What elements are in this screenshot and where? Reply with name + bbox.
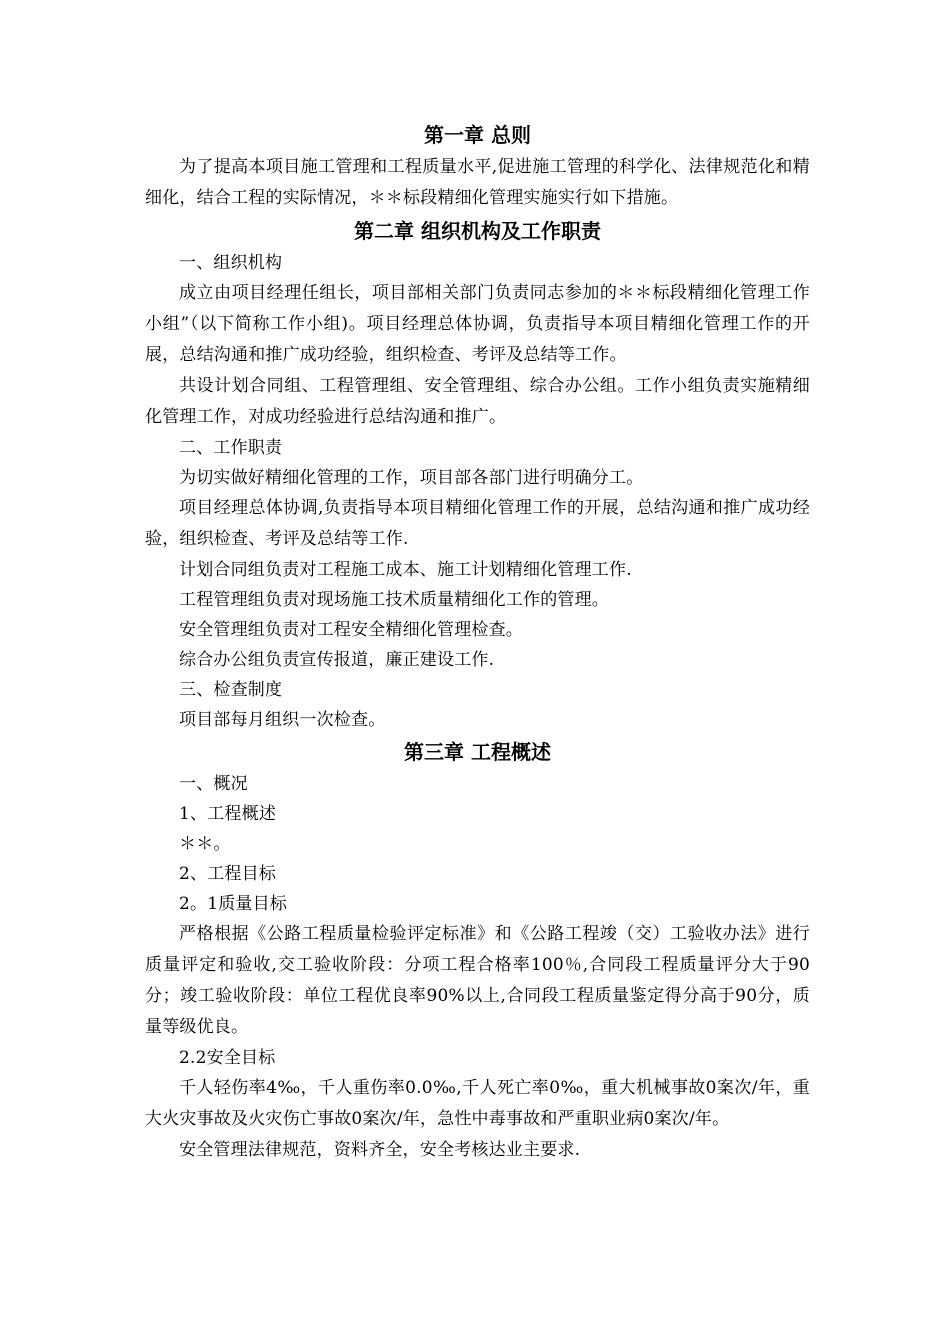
chapter-2-title: 第二章 组织机构及工作职责: [354, 219, 601, 243]
section-heading: 一、概况: [179, 774, 248, 794]
paragraph: 项目部每月组织一次检查。: [179, 710, 386, 730]
paragraph: 安全管理组负责对工程安全精细化管理检查。: [179, 620, 523, 640]
paragraph: 为了提高本项目施工管理和工程质量水平,促进施工管理的科学化、法律规范化和精细化，结合工程的实际情况，＊＊标段精细化管理实施实行如下措施。: [145, 157, 810, 208]
chapter-1-title: 第一章 总则: [424, 123, 531, 147]
section-heading: 三、检查制度: [179, 680, 283, 700]
paragraph: 工程管理组负责对现场施工技术质量精细化工作的管理。: [179, 590, 609, 610]
paragraph: 计划合同组负责对工程施工成本、施工计划精细化管理工作.: [179, 560, 632, 580]
paragraph: 千人轻伤率4‰，千人重伤率0.0‰,千人死亡率0‰，重大机械事故0案次/年，重大火灾事故及火灾伤亡事故0案次/年，急性中毒事故和严重职业病0案次/年。: [145, 1078, 810, 1129]
section-heading: 二、工作职责: [179, 438, 283, 458]
paragraph: 严格根据《公路工程质量检验评定标准》和《公路工程竣（交）工验收办法》进行质量评定和验收,交工验收阶段：分项工程合格率100％,合同段工程质量评分大于90分；竣工验收阶段：单位工程优良率90%以上,合同段工程质量鉴定得分高于90分，质量等级优良。: [145, 924, 810, 1037]
paragraph: 共设计划合同组、工程管理组、安全管理组、综合办公组。工作小组负责实施精细化管理工作，对成功经验进行总结沟通和推广。: [145, 376, 810, 427]
subsection-heading: 2。1质量目标: [179, 894, 288, 914]
subsection-heading: 2、工程目标: [179, 864, 277, 884]
paragraph: 为切实做好精细化管理的工作，项目部各部门进行明确分工。: [179, 468, 644, 488]
paragraph: 项目经理总体协调,负责指导本项目精细化管理工作的开展，总结沟通和推广成功经验，组织检查、考评及总结等工作.: [145, 498, 810, 549]
paragraph: ＊＊。: [179, 834, 231, 854]
subsection-heading: 1、工程概述: [179, 804, 277, 824]
chapter-3-title: 第三章 工程概述: [404, 740, 551, 764]
subsection-heading: 2.2安全目标: [179, 1048, 276, 1068]
paragraph: 成立由项目经理任组长，项目部相关部门负责同志参加的＊＊标段精细化管理工作小组”（以下简称工作小组)。项目经理总体协调，负责指导本项目精细化管理工作的开展，总结沟通和推广成功经验，组织检查、考评及总结等工作。: [145, 283, 810, 365]
section-heading: 一、组织机构: [179, 253, 283, 273]
paragraph: 安全管理法律规范，资料齐全，安全考核达业主要求.: [179, 1140, 581, 1160]
paragraph: 综合办公组负责宣传报道，廉正建设工作.: [179, 650, 495, 670]
